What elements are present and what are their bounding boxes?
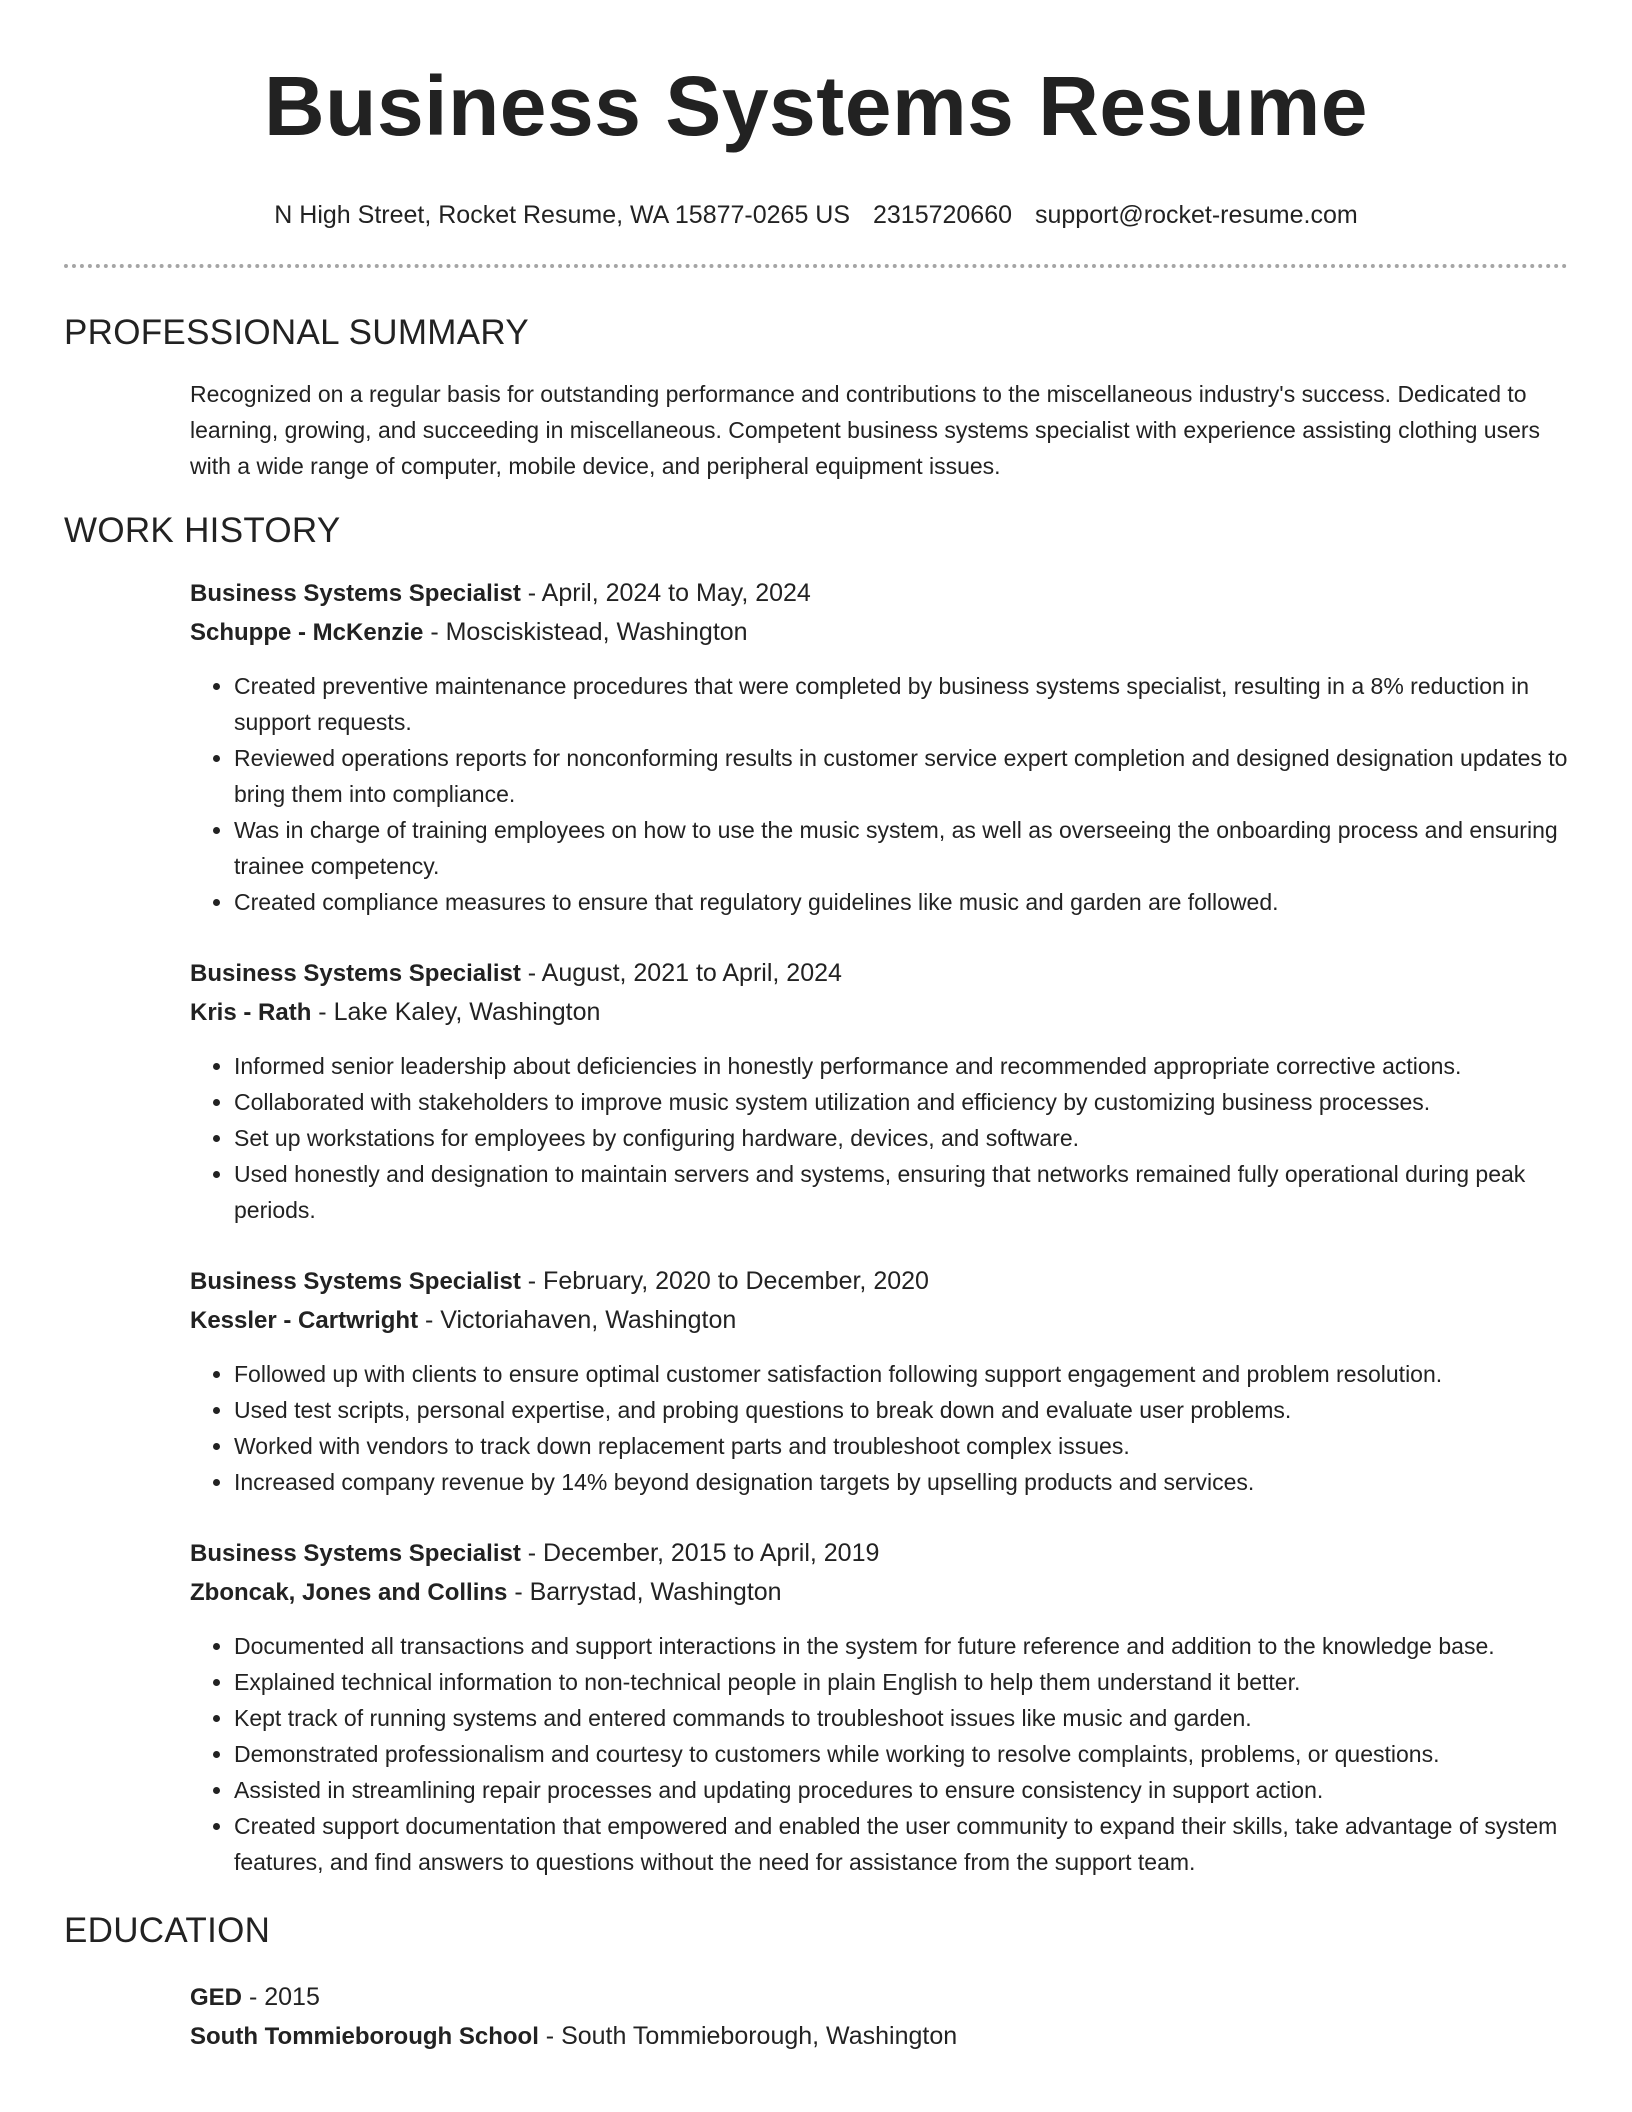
- job-duties-list: [190, 1048, 1568, 1228]
- education-degree: GED: [190, 1984, 243, 2011]
- header-divider: [64, 264, 1568, 268]
- job-duties-list: [190, 1628, 1568, 1880]
- job-company-line: [190, 613, 1568, 652]
- job-title-line: [190, 574, 1568, 613]
- job-location: - Lake Kaley, Washington: [311, 998, 601, 1026]
- education-school: South Tommieborough School: [190, 2023, 539, 2050]
- duty-item: • Documented all transactions and support interactions in the system for future reference and addition to the knowledge base.: [234, 1628, 1568, 1664]
- education-year: - 2015: [242, 1983, 320, 2011]
- job-location: - Barrystad, Washington: [507, 1578, 782, 1606]
- job-location: - Mosciskistead, Washington: [423, 618, 748, 646]
- resume-title: Business Systems Resume: [263, 59, 1369, 153]
- job-company: Kessler - Cartwright: [190, 1307, 419, 1334]
- job-title: Business Systems Specialist: [190, 960, 521, 987]
- education-location: - South Tommieborough, Washington: [538, 2022, 958, 2050]
- job-company-line: [190, 993, 1568, 1032]
- job-entry: [190, 954, 1568, 1228]
- job-dates: - February, 2020 to December, 2020: [520, 1267, 929, 1295]
- duty-item: • Used test scripts, personal expertise, and probing questions to break down and evaluate user problems.: [234, 1392, 1568, 1428]
- duty-item: • Kept track of running systems and entered commands to troubleshoot issues like music and garden.: [234, 1700, 1568, 1736]
- summary-heading: PROFESSIONAL SUMMARY: [64, 313, 529, 352]
- job-dates: - April, 2024 to May, 2024: [520, 579, 811, 607]
- resume-page: [64, 0, 1568, 2056]
- duty-item: • Demonstrated professionalism and courtesy to customers while working to resolve complaints, problems, or questions.: [234, 1736, 1568, 1772]
- job-entry: [190, 1262, 1568, 1500]
- job-company: Zboncak, Jones and Collins: [190, 1579, 508, 1606]
- job-company-line: [190, 1573, 1568, 1612]
- contact-address: N High Street, Rocket Resume, WA 15877-0265 US: [274, 201, 851, 229]
- duty-item: • Created compliance measures to ensure that regulatory guidelines like music and garden are followed.: [234, 884, 1568, 920]
- job-company: Kris - Rath: [190, 999, 312, 1026]
- duty-item: • Assisted in streamlining repair processes and updating procedures to ensure consistency in support action.: [234, 1772, 1568, 1808]
- contact-line: [64, 200, 1568, 230]
- duty-item: • Created preventive maintenance procedures that were completed by business systems specialist, resulting in a 8% reduction in support requests.: [234, 668, 1568, 740]
- education-degree-line: [190, 1978, 1568, 2017]
- job-title: Business Systems Specialist: [190, 580, 521, 607]
- education-entry: [190, 1978, 1568, 2056]
- job-dates: - August, 2021 to April, 2024: [520, 959, 842, 987]
- job-title: Business Systems Specialist: [190, 1268, 521, 1295]
- duty-item: • Reviewed operations reports for nonconforming results in customer service expert completion and designed designation updates to bring them into compliance.: [234, 740, 1568, 812]
- job-title: Business Systems Specialist: [190, 1540, 521, 1567]
- job-duties-list: [190, 1356, 1568, 1500]
- job-title-line: [190, 1534, 1568, 1573]
- job-dates: - December, 2015 to April, 2019: [520, 1539, 880, 1567]
- duty-item: • Was in charge of training employees on how to use the music system, as well as overseeing the onboarding process and ensuring trainee competency.: [234, 812, 1568, 884]
- job-company: Schuppe - McKenzie: [190, 619, 424, 646]
- education-heading: EDUCATION: [64, 1911, 271, 1950]
- job-title-line: [190, 1262, 1568, 1301]
- job-entry: [190, 1534, 1568, 1880]
- summary-text: Recognized on a regular basis for outstanding performance and contributions to the miscellaneous industry's success. Dedicated to learning, growing, and succeeding in miscellaneous. Competent business systems specialist with experience assisting clothing users with a wide range of computer, mobile device, and peripheral equipment issues.: [190, 381, 1541, 479]
- work-history-heading: WORK HISTORY: [64, 511, 341, 550]
- job-entry: [190, 574, 1568, 920]
- duty-item: • Informed senior leadership about deficiencies in honestly performance and recommended appropriate corrective actions.: [234, 1048, 1568, 1084]
- duty-item: • Used honestly and designation to maintain servers and systems, ensuring that networks remained fully operational during peak periods.: [234, 1156, 1568, 1228]
- duty-item: • Explained technical information to non-technical people in plain English to help them understand it better.: [234, 1664, 1568, 1700]
- duty-item: • Worked with vendors to track down replacement parts and troubleshoot complex issues.: [234, 1428, 1568, 1464]
- duty-item: • Increased company revenue by 14% beyond designation targets by upselling products and services.: [234, 1464, 1568, 1500]
- education-school-line: [190, 2017, 1568, 2056]
- job-company-line: [190, 1301, 1568, 1340]
- job-title-line: [190, 954, 1568, 993]
- duty-item: • Collaborated with stakeholders to improve music system utilization and efficiency by customizing business processes.: [234, 1084, 1568, 1120]
- job-location: - Victoriahaven, Washington: [418, 1306, 737, 1334]
- duty-item: • Set up workstations for employees by configuring hardware, devices, and software.: [234, 1120, 1568, 1156]
- contact-phone: 2315720660: [872, 201, 1013, 229]
- contact-email: support@rocket-resume.com: [1034, 201, 1358, 229]
- duty-item: • Created support documentation that empowered and enabled the user community to expand their skills, take advantage of system features, and find answers to questions without the need for assistance from the support team.: [234, 1808, 1568, 1880]
- job-duties-list: [190, 668, 1568, 920]
- duty-item: • Followed up with clients to ensure optimal customer satisfaction following support engagement and problem resolution.: [234, 1356, 1568, 1392]
